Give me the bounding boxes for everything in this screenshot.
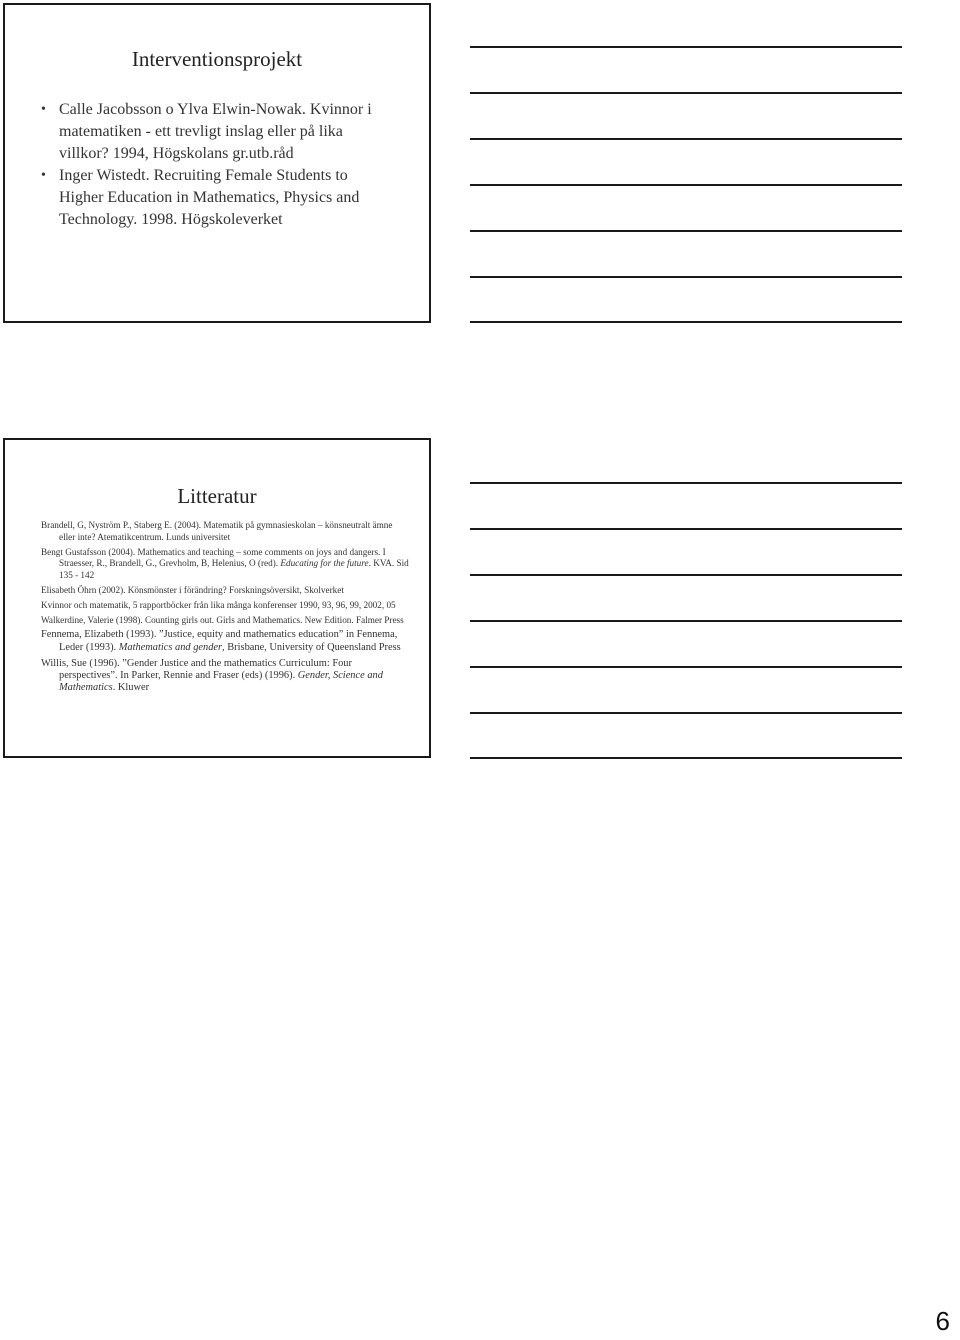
note-line xyxy=(470,184,902,186)
reference-title: Mathematics and gender xyxy=(118,641,223,653)
reference-text: . KVA. Sid 135 - 142 xyxy=(59,558,409,581)
note-line xyxy=(470,528,902,530)
reference-text: Kvinnor och matematik, 5 rapportböcker från lika många konferenser 1990, 93, 96, 99, 2002, 05 xyxy=(41,599,396,610)
page-number: 6 xyxy=(935,1306,950,1336)
note-line xyxy=(470,46,902,48)
note-line xyxy=(470,321,902,323)
reference-text: , Brisbane, University of Queensland Press xyxy=(222,641,401,653)
slide-title: Interventionsprojekt xyxy=(131,47,303,71)
reference-list xyxy=(41,520,409,698)
reference-text: Walkerdine, Valerie (1998). Counting girls out. Girls and Mathematics. New Edition. Falmer Press xyxy=(41,614,404,625)
reference-text: Elisabeth Öhrn (2002). Könsmönster i förändring? Forskningsöversikt, Skolverket xyxy=(41,584,344,595)
reference-title: Gender, Science and Mathematics xyxy=(59,669,383,694)
reference-item xyxy=(41,600,409,612)
reference-text: Willis, Sue (1996). ”Gender Justice and the mathematics Curriculum: Four perspectives”. In Parker, Rennie and Fraser (eds) (1996). xyxy=(41,657,352,681)
note-line xyxy=(470,620,902,622)
slide-litteratur xyxy=(3,438,431,758)
reference-text: Bengt Gustafsson (2004). Mathematics and teaching – some comments on joys and dangers. I Straesser, R., Brandell, G., Grevholm, B, Helenius, O (red). xyxy=(41,546,386,569)
reference-text: Fennema, Elizabeth (1993). ”Justice, equity and mathematics education” in Fennema, Leder (1993). xyxy=(41,629,398,653)
note-line xyxy=(470,712,902,714)
reference-item xyxy=(41,658,409,695)
slide-title: Litteratur xyxy=(177,484,257,508)
reference-item xyxy=(41,629,409,653)
note-line xyxy=(470,574,902,576)
reference-text: . Kluwer xyxy=(112,682,150,694)
bullet-text: Inger Wistedt. Recruiting Female Students to Higher Education in Mathematics, Physics and Technology. 1998. Högskoleverket xyxy=(59,167,360,228)
bullet-item xyxy=(41,165,393,231)
reference-text: Brandell, G, Nyström P., Staberg E. (2004). Matematik på gymnasieskolan – könsneutralt ämne eller inte? Atematikcentrum. Lunds universitet xyxy=(41,520,393,542)
reference-item xyxy=(41,547,409,582)
bullet-text: Calle Jacobsson o Ylva Elwin-Nowak. Kvinnor i matematiken - ett trevligt inslag eller på lika villkor? 1994, Högskolans gr.utb.råd xyxy=(59,101,372,162)
note-line xyxy=(470,276,902,278)
bullet-list xyxy=(41,99,393,231)
note-line xyxy=(470,92,902,94)
reference-item xyxy=(41,615,409,627)
note-line xyxy=(470,666,902,668)
reference-item xyxy=(41,520,409,544)
note-line xyxy=(470,138,902,140)
reference-item xyxy=(41,585,409,597)
bullet-item xyxy=(41,99,393,165)
reference-title: Educating for the future xyxy=(280,558,369,569)
note-line xyxy=(470,230,902,232)
note-line xyxy=(470,757,902,759)
note-line xyxy=(470,482,902,484)
bullet-icon: • xyxy=(41,102,46,117)
bullet-icon: • xyxy=(41,168,46,183)
slide-interventionsprojekt xyxy=(3,3,431,323)
